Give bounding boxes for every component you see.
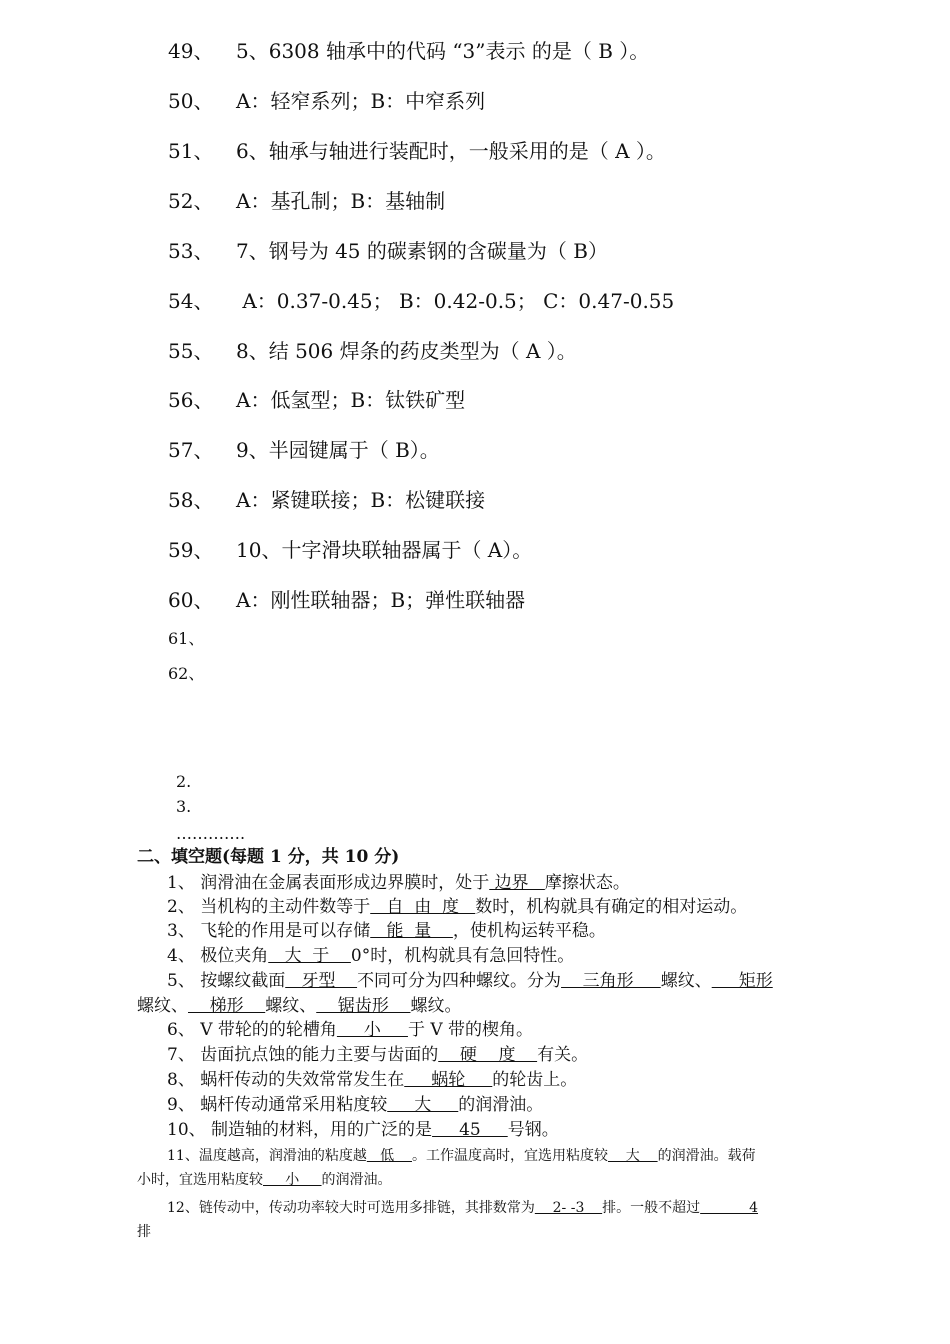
question-12-continued [137, 1220, 151, 1245]
item-number: 49、 [168, 39, 214, 63]
question-8 [167, 1068, 577, 1093]
section-title: 二、填空题(每题 1 分，共 10 分) [137, 847, 400, 867]
question-5-continued [137, 994, 461, 1019]
question-text: 的轮齿上。 [492, 1070, 578, 1090]
item-text: A：0.37-0.45； B：0.42-0.5； C：0.47-0.55 [236, 289, 675, 313]
question-text: 。工作温度高时，宜选用粘度较 [411, 1148, 608, 1164]
answer-blank: 自 由 度 [370, 897, 476, 917]
question-7 [167, 1043, 588, 1068]
question-text: 的润滑油。 [458, 1095, 544, 1115]
question-text: 螺纹、 [265, 996, 317, 1016]
list-item [168, 138, 666, 164]
answer-blank: 大 [387, 1095, 459, 1115]
answer-blank: 三角形 [561, 971, 661, 991]
answer-blank: 能 量 [370, 921, 453, 941]
answer-blank: 大 [607, 1148, 658, 1164]
item-text: A：刚性联轴器；B；弹性联轴器 [236, 588, 526, 612]
item-number: 57、 [168, 438, 214, 462]
list-item [168, 38, 649, 64]
answer-blank: 硬 度 [438, 1045, 538, 1065]
question-12 [167, 1196, 758, 1221]
question-2 [167, 895, 747, 920]
question-3 [167, 919, 606, 944]
question-text: 排 [137, 1224, 151, 1240]
question-6 [167, 1018, 533, 1043]
list-item [168, 537, 532, 563]
item-number: 50、 [168, 89, 214, 113]
question-text: ，使机构运转平稳。 [452, 921, 606, 941]
question-text: 摩擦状态。 [544, 873, 630, 893]
question-text: 的润滑油。载荷 [657, 1148, 756, 1164]
answer-blank: 边界 [489, 873, 545, 893]
item-number: 53、 [168, 239, 214, 263]
question-text: 9、 蜗杆传动通常采用粘度较 [167, 1095, 388, 1115]
answer-blank: 大 于 [268, 946, 351, 966]
answer-blank: 45 [432, 1120, 508, 1140]
answer-blank: 4 [700, 1200, 759, 1216]
question-text: 的润滑油。 [321, 1172, 392, 1188]
question-4 [167, 944, 574, 969]
question-text: 5、 按螺纹截面 [167, 971, 286, 991]
answer-blank: 梯形 [188, 996, 266, 1016]
question-text: 4、 极位夹角 [167, 946, 269, 966]
list-item [168, 188, 445, 214]
question-text: 12、链传动中，传动功率较大时可选用多排链，其排数常为 [167, 1200, 535, 1216]
question-text: 1、 润滑油在金属表面形成边界膜时，处于 [167, 873, 490, 893]
question-11-continued [137, 1168, 392, 1193]
answer-blank: 2- -3 [534, 1200, 603, 1216]
question-text: 3、 飞轮的作用是可以存储 [167, 921, 371, 941]
item-text: 7、钢号为 45 的碳素钢的含碳量为（ B） [236, 239, 608, 263]
item-number: 58、 [168, 488, 214, 512]
item-number: 52、 [168, 189, 214, 213]
item-text: A：紧键联接；B：松键联接 [236, 488, 486, 512]
answer-blank: 牙型 [285, 971, 358, 991]
list-item [168, 238, 608, 264]
item-number: 59、 [168, 538, 214, 562]
question-text: 螺纹、 [660, 971, 712, 991]
item-number: 60、 [168, 588, 214, 612]
question-text: 6、 V 带轮的的轮槽角 [167, 1020, 337, 1040]
list-marker: 2. [176, 772, 192, 791]
question-1 [167, 871, 630, 896]
list-item [168, 338, 577, 364]
question-text: 11、温度越高，润滑油的粘度越 [167, 1148, 367, 1164]
item-text: A：基孔制；B：基轴制 [236, 189, 446, 213]
question-text: 不同可分为四种螺纹。分为 [357, 971, 562, 991]
item-text: 6、轴承与轴进行装配时，一般采用的是（ A ）。 [236, 139, 666, 163]
item-number: 55、 [168, 339, 214, 363]
question-text: 10、 制造轴的材料，用的广泛的是 [167, 1120, 433, 1140]
list-item-empty: 61、 [168, 629, 205, 648]
question-text: 螺纹。 [410, 996, 462, 1016]
question-text: 7、 齿面抗点蚀的能力主要与齿面的 [167, 1045, 439, 1065]
item-number: 54、 [168, 289, 214, 313]
question-5 [167, 969, 773, 994]
item-text: 5、6308 轴承中的代码 “3”表示 的是（ B ）。 [236, 39, 650, 63]
list-item [168, 587, 525, 613]
list-item [168, 487, 485, 513]
question-text: 小时，宜选用粘度较 [137, 1172, 263, 1188]
question-text: 数时，机构就具有确定的相对运动。 [475, 897, 748, 917]
answer-blank: 小 [336, 1020, 408, 1040]
item-text: 9、半园键属于（ B）。 [236, 438, 440, 462]
list-item [168, 88, 485, 114]
list-item [168, 288, 674, 314]
answer-blank: 低 [366, 1148, 412, 1164]
question-text: 8、 蜗杆传动的失效常常发生在 [167, 1070, 405, 1090]
question-text: 有关。 [537, 1045, 589, 1065]
item-number: 56、 [168, 388, 214, 412]
question-text: 2、 当机构的主动件数等于 [167, 897, 371, 917]
item-number: 51、 [168, 139, 214, 163]
question-10 [167, 1118, 559, 1143]
item-text: 10、十字滑块联轴器属于（ A）。 [236, 538, 533, 562]
answer-blank: 蜗轮 [404, 1070, 493, 1090]
list-marker: 3. [176, 797, 192, 816]
list-item-empty: 62、 [168, 664, 205, 683]
list-item [168, 387, 465, 413]
answer-blank: 锯齿形 [316, 996, 411, 1016]
question-text: 于 V 带的楔角。 [407, 1020, 534, 1040]
item-text: A：轻窄系列；B：中窄系列 [236, 89, 486, 113]
list-item [168, 437, 440, 463]
ellipsis: …………. [176, 824, 246, 843]
answer-blank: 小 [263, 1172, 322, 1188]
question-text: 号钢。 [507, 1120, 559, 1140]
question-text: 排。一般不超过 [602, 1200, 701, 1216]
question-text: 0°时，机构就具有急回特性。 [350, 946, 575, 966]
answer-blank: 矩形 [711, 971, 773, 991]
question-text: 螺纹、 [137, 996, 188, 1016]
item-text: A：低氢型；B：钛铁矿型 [236, 388, 466, 412]
item-text: 8、结 506 焊条的药皮类型为（ A ）。 [236, 339, 577, 363]
question-11 [167, 1144, 756, 1169]
question-9 [167, 1093, 543, 1118]
